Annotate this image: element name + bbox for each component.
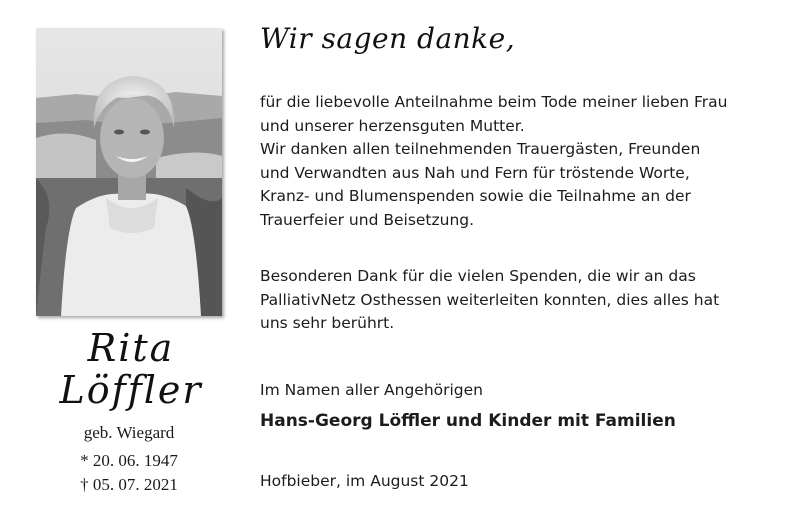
paragraph-line: uns sehr berührt. xyxy=(260,314,395,333)
paragraph-line: und unserer herzensguten Mutter. xyxy=(260,116,525,135)
paragraph-line: PalliativNetz Osthessen weiterleiten konnten, dies alles hat xyxy=(260,290,720,309)
deceased-panel xyxy=(0,0,260,517)
paragraph-line: und Verwandten aus Nah und Fern für tröstende Worte, xyxy=(260,163,690,182)
signers: Hans-Georg Löffler und Kinder mit Familien xyxy=(260,411,676,431)
first-name: Rita xyxy=(87,326,175,370)
paragraph-line: Wir danken allen teilnehmenden Trauergästen, Freunden xyxy=(260,140,701,159)
last-name: Löffler xyxy=(59,368,203,412)
portrait-photo xyxy=(36,28,222,316)
paragraph-donations xyxy=(260,265,780,336)
birth-date: * 20. 06. 1947 xyxy=(80,451,178,470)
maiden-name: geb. Wiegard xyxy=(83,423,175,442)
death-date: † 05. 07. 2021 xyxy=(80,475,178,494)
paragraph-line: Kranz- und Blumenspenden sowie die Teilnahme an der xyxy=(260,187,691,206)
paragraph-line: Trauerfeier und Beisetzung. xyxy=(260,210,475,229)
paragraph-line: Besonderen Dank für die vielen Spenden, die wir an das xyxy=(260,267,696,285)
on-behalf-line: Im Namen aller Angehörigen xyxy=(260,381,484,399)
paragraph-line: für die liebevolle Anteilnahme beim Tode meiner lieben Frau xyxy=(260,93,728,111)
place-date: Hofbieber, im August 2021 xyxy=(260,472,469,490)
paragraph-thanks xyxy=(260,91,780,233)
heading: Wir sagen danke, xyxy=(260,22,516,55)
